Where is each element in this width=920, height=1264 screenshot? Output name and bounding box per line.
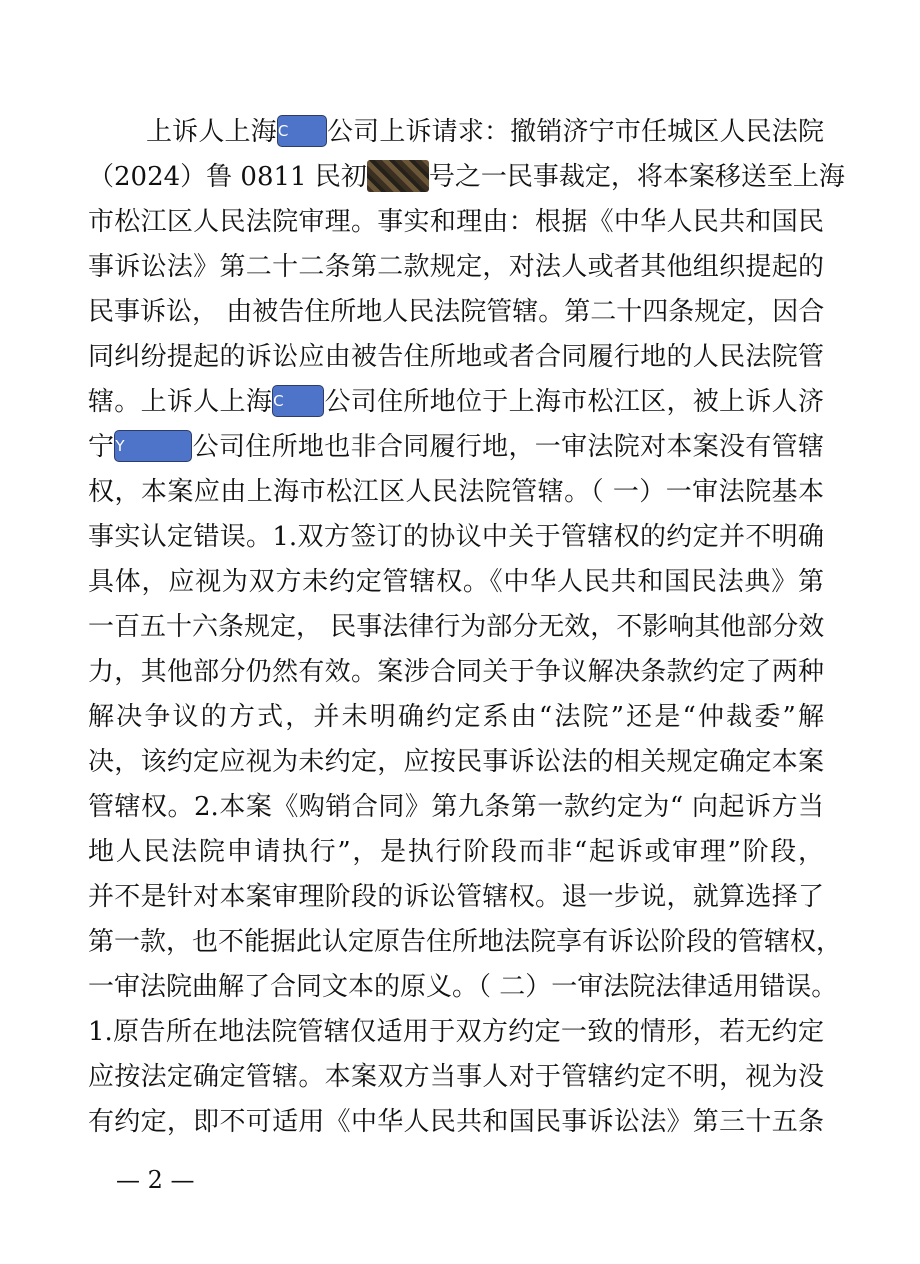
text-line <box>88 425 824 469</box>
text-line: 民事诉讼， 由被告住所地人民法院管辖。第二十四条规定，因合 <box>88 297 825 327</box>
text-line: 事实认定错误。1.双方签订的协议中关于管辖权的约定并不明确 <box>88 522 824 552</box>
text-line: 一审法院曲解了合同文本的原义。（ 二）一审法院法律适用错误。 <box>88 972 838 1002</box>
text-segment: 公司住所地位于上海市松江区，被上诉人济 <box>324 387 824 417</box>
mosaic-redaction <box>367 160 429 192</box>
text-segment: 公司住所地也非合同履行地，一审法院对本案没有管辖 <box>192 432 824 462</box>
text-line: 决，该约定应视为未约定，应按民事诉讼法的相关规定确定本案 <box>88 747 824 777</box>
page-number: — 2 — <box>116 1166 195 1194</box>
text-line: 并不是针对本案审理阶段的诉讼管辖权。退一步说，就算选择了 <box>88 882 824 912</box>
text-segment: （2024）鲁 0811 民初 <box>88 162 367 192</box>
text-segment: 公司上诉请求：撤销济宁市任城区人民法院 <box>326 117 824 147</box>
text-line: 市松江区人民法院审理。事实和理由：根据《中华人民共和国民 <box>88 207 824 237</box>
text-line: 有约定，即不可适用《中华人民共和国民事诉讼法》第三十五条 <box>88 1107 824 1137</box>
text-line <box>146 110 824 154</box>
text-line: 权，本案应由上海市松江区人民法院管辖。（ 一）一审法院基本 <box>88 477 824 507</box>
text-segment: 辖。上诉人上海 <box>88 387 273 417</box>
text-line: 同纠纷提起的诉讼应由被告住所地或者合同履行地的人民法院管 <box>88 342 824 372</box>
redaction-box: C <box>272 385 324 417</box>
text-line: 管辖权。2.本案《购销合同》第九条第一款约定为“ 向起诉方当 <box>88 792 824 822</box>
text-line: 1.原告所在地法院管辖仅适用于双方约定一致的情形，若无约定 <box>88 1017 824 1047</box>
text-line: 具体，应视为双方未约定管辖权。《中华人民共和国民法典》第 <box>88 567 824 597</box>
text-segment: 宁 <box>88 432 115 462</box>
text-segment: 上诉人上海 <box>146 117 277 147</box>
text-line <box>88 380 824 424</box>
text-line: 第一款，也不能据此认定原告住所地法院享有诉讼阶段的管辖权， <box>88 927 843 957</box>
text-segment: 号之一民事裁定，将本案移送至上海 <box>428 162 845 192</box>
text-line: 力，其他部分仍然有效。案涉合同关于争议解决条款约定了两种 <box>88 657 824 687</box>
text-line: 解决争议的方式，并未明确约定系由“法院”还是“仲裁委”解 <box>88 702 824 732</box>
redaction-box: C <box>277 115 327 147</box>
redaction-box: Y <box>114 430 192 462</box>
text-line: 地人民法院申请执行”，是执行阶段而非“起诉或审理”阶段， <box>88 837 824 867</box>
text-line <box>88 155 845 199</box>
text-line: 一百五十六条规定， 民事法律行为部分无效，不影响其他部分效 <box>88 612 825 642</box>
text-line: 事诉讼法》第二十二条第二款规定，对法人或者其他组织提起的 <box>88 252 824 282</box>
text-line: 应按法定确定管辖。本案双方当事人对于管辖约定不明，视为没 <box>88 1062 824 1092</box>
